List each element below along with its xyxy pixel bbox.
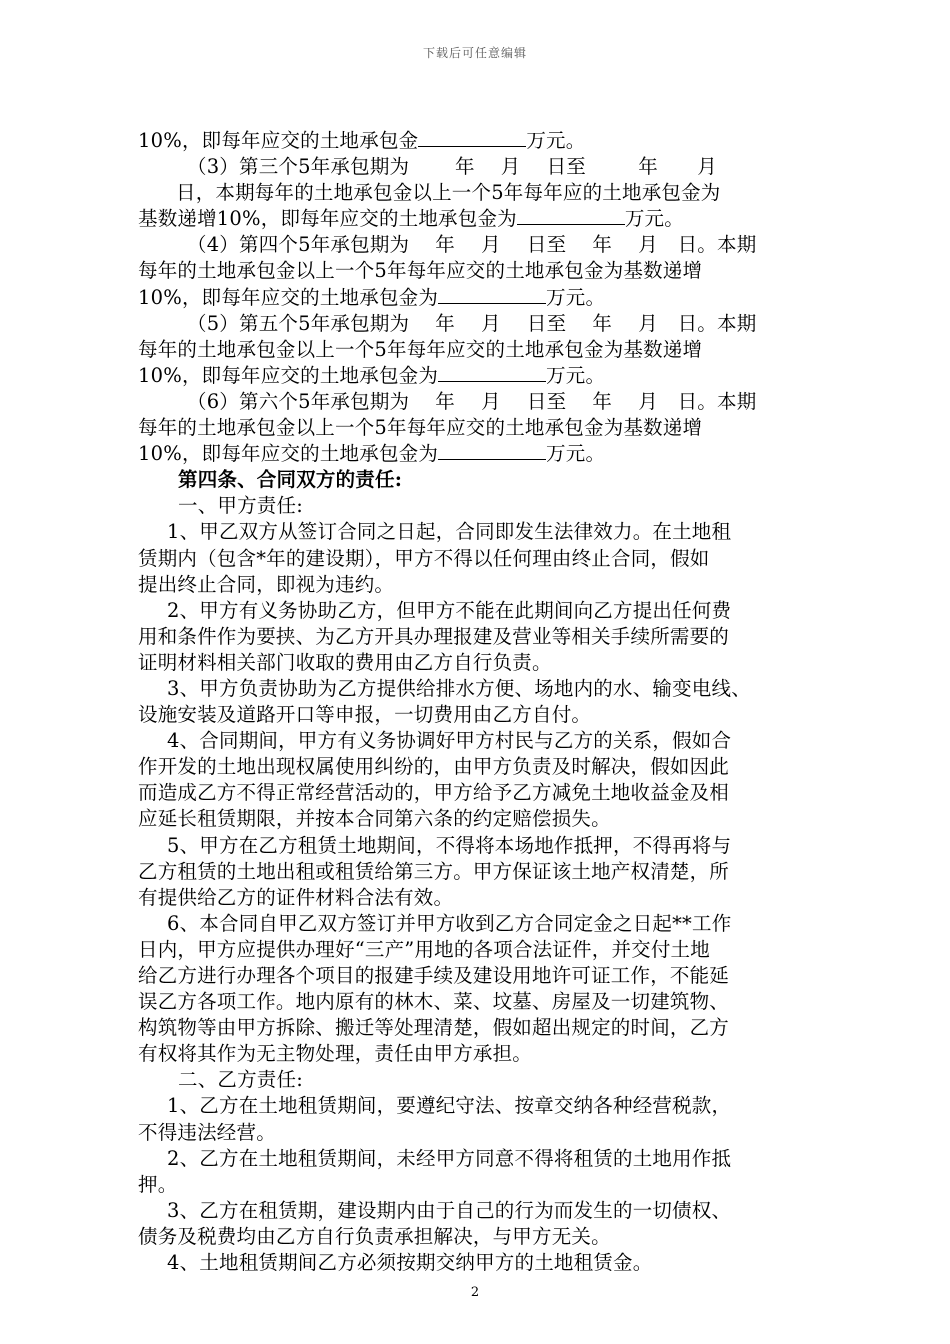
paragraph-line: 每年的土地承包金以上一个5年每年应交的土地承包金为基数递增 bbox=[138, 337, 703, 361]
paragraph-line: 而造成乙方不得正常经营活动的，甲方给予乙方减免土地收益金及相 bbox=[138, 781, 730, 805]
paragraph-line: 1、乙方在土地租赁期间，要遵纪守法、按章交纳各种经营税款， bbox=[167, 1094, 732, 1118]
paragraph-line: （3）第三个5年承包期为 年 月 日至 年 月 bbox=[187, 155, 718, 179]
paragraph-line: 2、甲方有义务协助乙方，但甲方不能在此期间向乙方提出任何费 bbox=[167, 598, 732, 622]
paragraph-line: 5、甲方在乙方租赁土地期间，不得将本场地作抵押，不得再将与 bbox=[167, 833, 732, 857]
paragraph-line: 基数递增10%，即每年应交的土地承包金为 万元。 bbox=[138, 207, 684, 231]
paragraph-line: 每年的土地承包金以上一个5年每年应交的土地承包金为基数递增 bbox=[138, 259, 703, 283]
paragraph-line: 10%，即每年应交的土地承包金为 万元。 bbox=[138, 363, 606, 387]
paragraph-line: 6、本合同自甲乙双方签订并甲方收到乙方合同定金之日起**工作 bbox=[167, 911, 732, 935]
fill-in-blank bbox=[438, 363, 546, 382]
paragraph-line: 应延长租赁期限，并按本合同第六条的约定赔偿损失。 bbox=[138, 807, 611, 831]
fill-in-blank bbox=[438, 285, 546, 304]
paragraph-line: 10%，即每年应交的土地承包金为 万元。 bbox=[138, 285, 606, 309]
paragraph-line: （5）第五个5年承包期为 年 月 日至 年 月 日。本期 bbox=[187, 311, 757, 335]
page-header: 下载后可任意编辑 bbox=[422, 46, 527, 60]
fill-in-blank bbox=[418, 128, 526, 147]
paragraph-line: 日，本期每年的土地承包金以上一个5年每年应的土地承包金为 bbox=[176, 181, 721, 205]
paragraph-line: 作开发的土地出现权属使用纠纷的，由甲方负责及时解决，假如因此 bbox=[138, 755, 730, 779]
paragraph-line: 提出终止合同，即视为违约。 bbox=[138, 572, 395, 596]
paragraph-line: 押。 bbox=[138, 1172, 178, 1196]
paragraph-line: 有提供给乙方的证件材料合法有效。 bbox=[138, 885, 454, 909]
fill-in-blank bbox=[517, 206, 625, 225]
paragraph-line: 不得违法经营。 bbox=[138, 1120, 276, 1144]
paragraph-line: 构筑物等由甲方拆除、搬迁等处理清楚，假如超出规定的时间，乙方 bbox=[138, 1016, 730, 1040]
section-heading: 第四条、合同双方的责任: bbox=[178, 468, 403, 492]
paragraph-line: 债务及税费均由乙方自行负责承担解决，与甲方无关。 bbox=[138, 1224, 611, 1248]
paragraph-line: 乙方租赁的土地出租或租赁给第三方。甲方保证该土地产权清楚，所 bbox=[138, 859, 730, 883]
paragraph-line: 4、土地租赁期间乙方必须按期交纳甲方的土地租赁金。 bbox=[167, 1251, 653, 1275]
subsection-heading: 二、乙方责任: bbox=[178, 1068, 303, 1092]
paragraph-line: （6）第六个5年承包期为 年 月 日至 年 月 日。本期 bbox=[187, 389, 757, 413]
paragraph-line: 用和条件作为要挟、为乙方开具办理报建及营业等相关手续所需要的 bbox=[138, 624, 730, 648]
paragraph-line: 证明材料相关部门收取的费用由乙方自行负责。 bbox=[138, 650, 552, 674]
paragraph-line: （4）第四个5年承包期为 年 月 日至 年 月 日。本期 bbox=[187, 233, 757, 257]
paragraph-line: 2、乙方在土地租赁期间，未经甲方同意不得将租赁的土地用作抵 bbox=[167, 1146, 732, 1170]
paragraph-line: 设施安装及道路开口等申报，一切费用由乙方自付。 bbox=[138, 703, 592, 727]
paragraph-line: 误乙方各项工作。地内原有的林木、菜、坟墓、房屋及一切建筑物、 bbox=[138, 990, 730, 1014]
paragraph-line: 3、乙方在租赁期，建设期内由于自己的行为而发生的一切债权、 bbox=[167, 1198, 732, 1222]
paragraph-line: 给乙方进行办理各个项目的报建手续及建设用地许可证工作，不能延 bbox=[138, 964, 730, 987]
page-number: 2 bbox=[470, 1285, 480, 1300]
document-body bbox=[138, 128, 818, 1276]
paragraph-line: 有权将其作为无主物处理，责任由甲方承担。 bbox=[138, 1042, 533, 1066]
paragraph-line: 3、甲方负责协助为乙方提供给排水方便、场地内的水、输变电线、 bbox=[167, 676, 751, 700]
paragraph-line: 赁期内（包含*年的建设期），甲方不得以任何理由终止合同，假如 bbox=[138, 546, 710, 570]
paragraph-line: 4、合同期间，甲方有义务协调好甲方村民与乙方的关系，假如合 bbox=[167, 729, 732, 753]
subsection-heading: 一、甲方责任: bbox=[178, 494, 303, 518]
paragraph-line: 10%，即每年应交的土地承包金为 万元。 bbox=[138, 442, 606, 466]
paragraph-line: 日内，甲方应提供办理好“三产”用地的各项合法证件，并交付土地 bbox=[138, 937, 710, 961]
fill-in-blank bbox=[438, 441, 546, 460]
paragraph-line: 1、甲乙双方从签订合同之日起，合同即发生法律效力。在土地租 bbox=[167, 520, 732, 544]
paragraph-line: 每年的土地承包金以上一个5年每年应交的土地承包金为基数递增 bbox=[138, 416, 703, 440]
paragraph-line: 10%，即每年应交的土地承包金 万元。 bbox=[138, 129, 586, 152]
